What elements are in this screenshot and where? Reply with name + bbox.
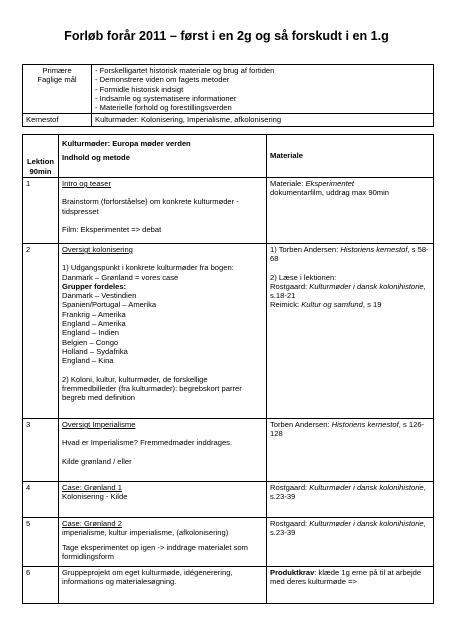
lesson-number: 2	[23, 244, 59, 419]
material-title: Eksperimentet	[305, 179, 354, 188]
material-text: Rostgaard:	[270, 483, 310, 492]
lesson-content	[59, 567, 267, 604]
content-column-header	[59, 135, 267, 178]
material-text: , s 19	[362, 300, 382, 310]
lesson-row-2	[23, 244, 434, 419]
lesson-row-5	[23, 518, 434, 567]
material-text: , s 126-128	[270, 420, 425, 439]
material-text: 2) Læse i lektionen:	[270, 272, 337, 282]
material-text: Torben Andersen:	[270, 420, 332, 429]
lesson-topic: Intro og teaser	[62, 179, 111, 188]
lesson-content	[59, 419, 267, 482]
lesson-row-3	[23, 419, 434, 482]
lesson-topic: Case: Grønland 2	[62, 519, 122, 528]
goal-item: - Formidle historisk indsigt	[95, 84, 184, 94]
material-title: Kultur og samfund	[301, 300, 363, 310]
lesson-row-1	[23, 178, 434, 244]
goals-label-1: Primære	[42, 66, 72, 75]
goals-list-cell	[92, 65, 434, 114]
lesson-row-6	[23, 567, 434, 604]
lesson-number: 1	[23, 178, 59, 244]
material-text: Materiale:	[270, 179, 306, 188]
main-heading: Kulturmøder: Europa møder verden	[62, 139, 191, 148]
goal-item: - Forskelligartet historisk materiale og brug af fortiden	[95, 66, 275, 75]
group-item: England – Indien	[62, 328, 120, 338]
header-row	[23, 135, 434, 178]
goals-row	[23, 65, 434, 114]
material-text: , s.23-39	[270, 483, 426, 502]
lesson-number: 3	[23, 419, 59, 482]
lesson-text: Brainstorm (forforståelse) om konkrete kulturmøder - tidspresset	[62, 197, 239, 216]
material-title: Kulturmøder i dansk kolonihistorie	[309, 483, 424, 492]
lesson-material	[267, 567, 434, 604]
material-text: , s.23-39	[270, 519, 426, 538]
material-text: Rostgaard:	[270, 519, 310, 528]
lesson-content	[59, 482, 267, 518]
lesson-text: 1) Udgangspunkt i konkrete kulturmøder fra bogen: Danmark – Grønland = vores case	[62, 263, 234, 282]
goals-label-2: Faglige mål	[37, 75, 77, 85]
material-title: Historiens kernestof	[340, 245, 408, 254]
lesson-row-4	[23, 482, 434, 518]
lesson-topic: Oversigt kolonisering	[62, 245, 133, 254]
goal-item: - Demonstrere viden om fagets metoder	[95, 75, 230, 85]
material-entry	[270, 282, 430, 301]
lesson-material	[267, 244, 434, 419]
lesson-topic: Oversigt Imperialisme	[62, 420, 136, 429]
material-column-header: Materiale	[267, 135, 434, 178]
lesson-text: Tage eksperimentet op igen -> inddrage materialet som formidlingsform	[62, 542, 248, 561]
material-title: Historiens kernestof	[331, 420, 399, 429]
lesson-number: 6	[23, 567, 59, 604]
material-text: : klæde 1g erne på til at arbejde med deres kulturmøde =>	[270, 568, 422, 587]
content-header-label: Indhold og metode	[62, 153, 130, 163]
group-item: Spanien/Portugal – Amerika	[62, 300, 157, 310]
lesson-text: Film: Eksperimentet => debat	[62, 224, 162, 234]
lesson-text: imperialisme, kultur imperialisme, (afkolonisering)	[62, 528, 229, 538]
material-text: dokumentarfilm, uddrag max 90min	[270, 188, 390, 198]
goal-item: - Materielle forhold og forestillingsverden	[95, 103, 232, 113]
material-entry	[270, 245, 430, 264]
lesson-material	[267, 178, 434, 244]
goals-label-cell	[23, 65, 92, 114]
group-item: England – Amerika	[62, 319, 126, 329]
lesson-number: 5	[23, 518, 59, 567]
lesson-header-line: Lektion	[26, 157, 54, 167]
goals-table	[22, 64, 434, 127]
group-item: England – Kina	[62, 356, 114, 366]
material-text: , s 58-68	[270, 245, 429, 264]
core-value: Kulturmøder: Kolonisering, Imperialisme, afkolonisering	[92, 114, 434, 126]
group-item: Belgien – Congo	[62, 337, 119, 347]
page-title: Forløb forår 2011 – først i en 2g og så forskudt i en 1.g	[64, 29, 389, 43]
lesson-content	[59, 178, 267, 244]
material-entry	[270, 300, 430, 309]
material-text: Reimick:	[270, 300, 302, 310]
lesson-table	[22, 134, 434, 604]
groups-label: Grupper fordeles:	[62, 281, 127, 291]
lesson-material	[267, 518, 434, 567]
lesson-material	[267, 482, 434, 518]
group-item: Danmark – Vestindien	[62, 291, 137, 301]
lesson-header-line: 90min	[29, 166, 52, 176]
lesson-text: Gruppeprojekt om eget kulturmøde, idégenerering, informations og materialesøgning.	[62, 568, 233, 587]
core-label: Kernestof	[23, 114, 92, 126]
group-item: Holland – Sydafrika	[62, 346, 128, 356]
lesson-material	[267, 419, 434, 482]
material-text: 1) Torben Andersen:	[270, 245, 341, 254]
product-requirement-label: Produktkrav	[270, 568, 315, 577]
lesson-column-header	[23, 135, 59, 178]
material-title: Kulturmøder i dansk kolonihistorie	[309, 281, 424, 291]
core-row	[23, 114, 434, 126]
lesson-text: Kilde grønland / eller	[62, 456, 132, 466]
lesson-content	[59, 244, 267, 419]
material-text: Rostgaard:	[270, 281, 310, 291]
material-text: , s.18-21	[270, 281, 426, 301]
lesson-content	[59, 518, 267, 567]
material-title: Kulturmøder i dansk kolonihistorie	[309, 519, 424, 528]
group-item: Frankrig – Amerika	[62, 309, 126, 319]
lesson-text: 2) Koloni, kultur, kulturmøder, de forskellige fremmedbilleder (fra kulturmøder): begrebskort parrer begreb med definition	[62, 374, 242, 403]
lesson-topic: Case: Grønland 1	[62, 483, 122, 492]
lesson-text: Kolonisering - Kilde	[62, 492, 128, 502]
lesson-number: 4	[23, 482, 59, 518]
goal-item: - Indsamle og systematisere informationer	[95, 93, 237, 103]
lesson-text: Hvad er Imperialisme? Fremmedmøder inddrages.	[62, 438, 233, 448]
